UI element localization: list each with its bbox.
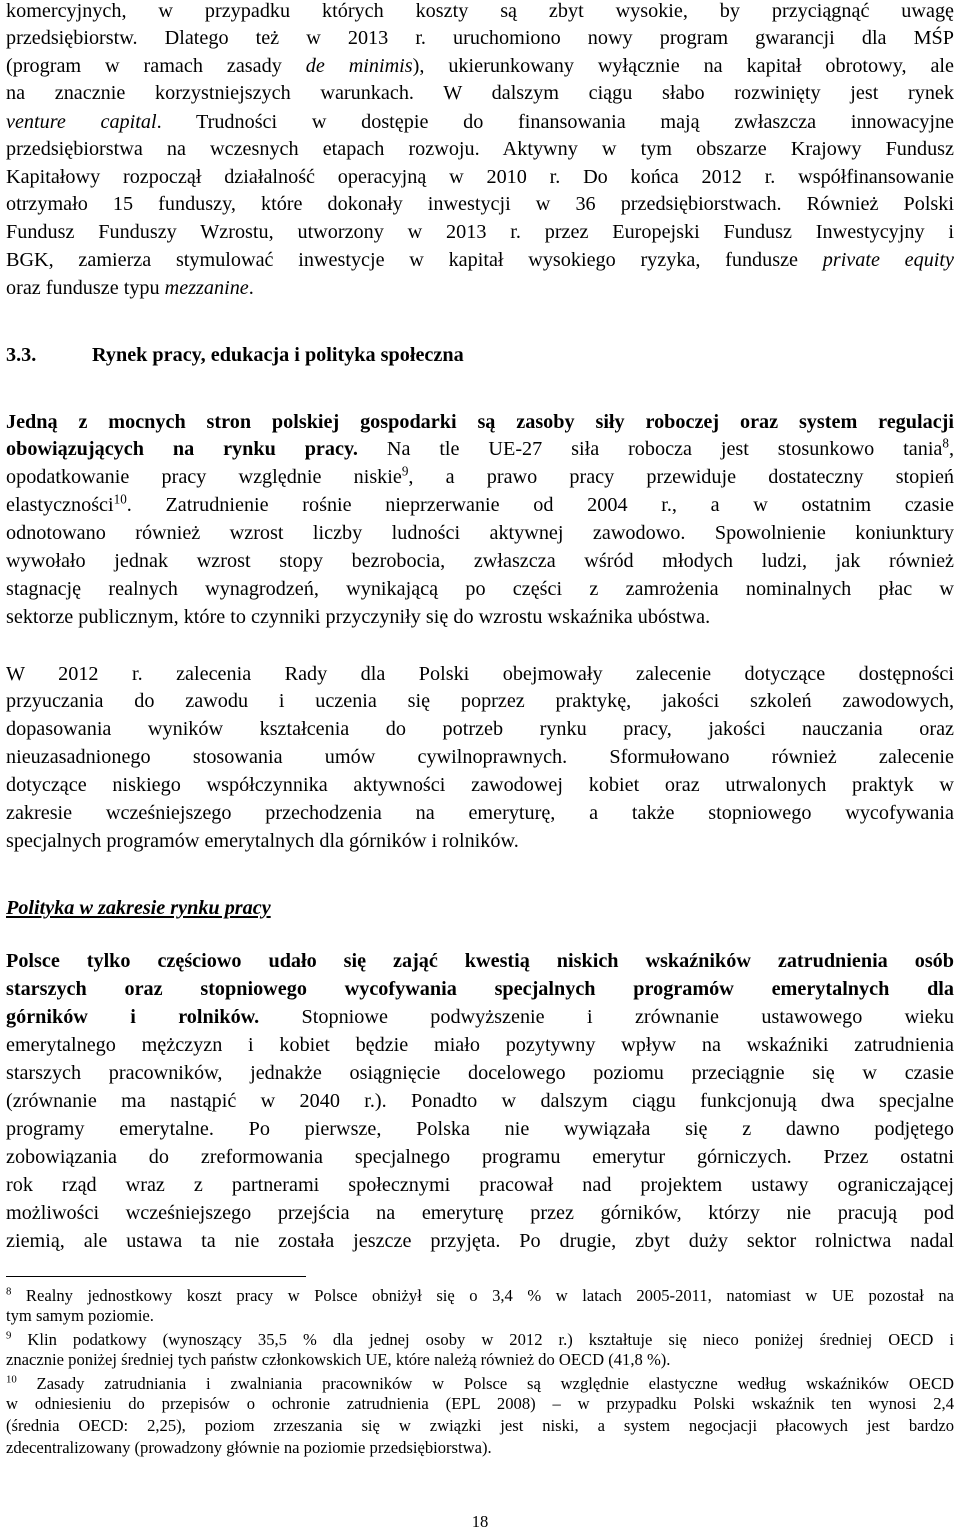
text-run: stagnację realnych wynagrodzeń, wynikającą po części z zamrożenia nominalnych płac w bbox=[6, 578, 954, 600]
text-run: elastyczności bbox=[6, 494, 114, 516]
para2-line bbox=[6, 606, 954, 629]
para3-line bbox=[6, 774, 954, 797]
para1-line bbox=[6, 0, 954, 23]
para3-line bbox=[6, 830, 954, 853]
para2-line bbox=[6, 435, 954, 461]
text-run: rok rząd wraz z partnerami społecznymi pracował nad projektem ustawy ograniczającej bbox=[6, 1174, 954, 1196]
para3-line bbox=[6, 802, 954, 825]
para2-line bbox=[6, 578, 954, 601]
footnotes-line bbox=[6, 1394, 954, 1414]
footnotes-line bbox=[6, 1306, 954, 1326]
page-number: 18 bbox=[471, 1512, 489, 1531]
text-run: przedsiębiorstw. Dlatego też w 2013 r. uruchomiono nowy program gwarancji dla MŚP bbox=[6, 27, 954, 49]
para2-line bbox=[6, 491, 954, 517]
footnote-ref: 9 bbox=[6, 1329, 12, 1342]
footnotes-line bbox=[6, 1374, 954, 1394]
text-run: w odniesieniu do przepisów o ochronie zatrudnienia (EPL 2008) – w przypadku Polski wskaźnik ten wynosi 2,4 bbox=[6, 1394, 954, 1413]
text-run: Klin podatkowy (wynoszący 35,5 % dla jednej osoby w 2012 r.) kształtuje się nieco poniżej średniej OECD i bbox=[11, 1330, 954, 1349]
text-run: górników i rolników. bbox=[6, 1006, 260, 1028]
text-run: starszych oraz stopniowego wycofywania specjalnych programów emerytalnych dla bbox=[6, 978, 954, 1000]
para1-line bbox=[6, 193, 954, 216]
footnotes-line bbox=[6, 1438, 954, 1458]
text-run: private equity bbox=[822, 249, 954, 271]
para4-line bbox=[6, 1006, 954, 1029]
section-heading: Rynek pracy, edukacja i polityka społeczna bbox=[92, 344, 464, 366]
text-run: odnotowano również wzrost liczby ludności aktywnej zawodowo. Spowolnienie koniunktury bbox=[6, 522, 954, 544]
para3-line bbox=[6, 746, 954, 769]
text-run: komercyjnych, w przypadku których koszty są zbyt wysokie, by przyciągnąć uwagę bbox=[6, 0, 954, 22]
footnote-ref: 8 bbox=[942, 435, 949, 451]
para3-line bbox=[6, 663, 954, 686]
footnote-ref: 10 bbox=[6, 1373, 17, 1386]
text-run: . Trudności w dostępie do finansowania mają zwłaszcza innowacyjne bbox=[156, 111, 954, 133]
footnotes-line bbox=[6, 1350, 954, 1370]
text-run: Jedną z mocnych stron polskiej gospodarki są zasoby siły roboczej oraz system regulacji bbox=[6, 411, 954, 433]
subheading-labour-policy: Polityka w zakresie rynku pracy bbox=[6, 897, 271, 919]
text-run: starszych pracowników, jednakże osiągnięcie docelowego poziomu przeciągnie się w czasie bbox=[6, 1062, 954, 1084]
footnotes-line bbox=[6, 1416, 954, 1436]
text-run: opodatkowanie pracy względnie niskie bbox=[6, 466, 402, 488]
para1-line bbox=[6, 27, 954, 50]
footnote-ref: 9 bbox=[401, 463, 409, 479]
text-run: specjalnych programów emerytalnych dla górników i rolników. bbox=[6, 830, 519, 852]
para2-line bbox=[6, 522, 954, 545]
footnotes-line bbox=[6, 1286, 954, 1306]
text-run: Polsce tylko częściowo udało się zająć kwestią niskich wskaźników zatrudnienia osób bbox=[6, 950, 954, 972]
para4-line bbox=[6, 1118, 954, 1141]
text-run: dotyczące niskiego współczynnika aktywności zawodowej kobiet oraz utrwalonych praktyk w bbox=[6, 774, 954, 796]
para1-line bbox=[6, 138, 954, 161]
text-run: Stopniowe podwyższenie i zrównanie ustawowego wieku bbox=[259, 1006, 954, 1028]
para3-line bbox=[6, 690, 954, 713]
text-run: ), ukierunkowany wyłącznie na kapitał obrotowy, ale bbox=[412, 55, 954, 77]
text-run: ziemią, ale ustawa ta nie została jeszcze przyjęta. Po drugie, zbyt duży sektor rolnictwa nadal bbox=[6, 1230, 954, 1252]
para1-line bbox=[6, 111, 954, 134]
para1-line bbox=[6, 55, 954, 78]
para4-line bbox=[6, 1174, 954, 1197]
para4-line bbox=[6, 1230, 954, 1253]
text-run: emerytalnego mężczyzn i kobiet będzie miało pozytywny wpływ na wskaźniki zatrudnienia bbox=[6, 1034, 954, 1056]
text-run: zdecentralizowany (prowadzony głównie na poziomie przedsiębiorstwa). bbox=[6, 1438, 492, 1457]
text-run: przedsiębiorstwa na wczesnych etapach rozwoju. Aktywny w tym obszarze Krajowy Fundusz bbox=[6, 138, 954, 160]
para4-line bbox=[6, 1034, 954, 1057]
text-run: (średnia OECD: 2,25), poziom zrzeszania się w związki jest niski, a system negocjacji płacowych jest bardzo bbox=[6, 1416, 954, 1435]
para2-line bbox=[6, 463, 955, 489]
text-run: . Zatrudnienie rośnie nieprzerwanie od 2004 r., a w ostatnim czasie bbox=[126, 494, 954, 516]
footnote-separator bbox=[6, 1276, 306, 1277]
text-run: zakresie wcześniejszego przechodzenia na emeryturę, a także stopniowego wycofywania bbox=[6, 802, 954, 824]
text-run: znacznie poniżej średniej tych państw członkowskich UE, które należą również do OECD (41,8 %). bbox=[6, 1350, 671, 1369]
section-number: 3.3. bbox=[6, 344, 37, 366]
para1-line bbox=[6, 277, 954, 300]
text-run: W 2012 r. zalecenia Rady dla Polski obejmowały zalecenie dotyczące dostępności bbox=[6, 663, 954, 685]
footnote-ref: 10 bbox=[113, 491, 127, 507]
text-run: . bbox=[248, 277, 254, 299]
para4-line bbox=[6, 1202, 954, 1225]
text-run: przyuczania do zawodu i uczenia się poprzez praktykę, jakości szkoleń zawodowych, bbox=[6, 690, 954, 712]
text-run: programy emerytalne. Po pierwsze, Polska nie wywiązała się z dawno podjętego bbox=[6, 1118, 954, 1140]
text-run: , bbox=[948, 438, 954, 460]
footnote-ref: 8 bbox=[6, 1285, 12, 1298]
para1-line bbox=[6, 82, 954, 105]
para1-line bbox=[6, 221, 954, 244]
text-run: mezzanine bbox=[164, 277, 249, 299]
text-run: Realny jednostkowy koszt pracy w Polsce obniżył się o 3,4 % w latach 2005-2011, natomiast w UE pozostał na bbox=[11, 1286, 954, 1305]
para2-line bbox=[6, 550, 954, 573]
text-run: zobowiązania do zreformowania specjalnego programu emerytur górniczych. Przez ostatni bbox=[6, 1146, 954, 1168]
text-run: Zasady zatrudniania i zwalniania pracowników w Polsce są względnie elastyczne według wskaźników OECD bbox=[16, 1374, 954, 1393]
text-run: oraz fundusze typu bbox=[6, 277, 165, 299]
text-run: de minimis bbox=[305, 55, 413, 77]
text-run: tym samym poziomie. bbox=[6, 1306, 154, 1325]
text-run: dopasowania wyników kształcenia do potrzeb rynku pracy, jakości nauczania oraz bbox=[6, 718, 954, 740]
text-run: , a prawo pracy przewiduje dostateczny stopień bbox=[408, 466, 955, 488]
text-run: BGK, zamierza stymulować inwestycje w kapitał wysokiego ryzyka, fundusze bbox=[6, 249, 823, 271]
text-run: (zrównanie ma nastąpić w 2040 r.). Ponadto w dalszym ciągu funkcjonują dwa specjalne bbox=[6, 1090, 954, 1112]
text-run: venture capital bbox=[6, 111, 157, 133]
text-run: Fundusz Funduszy Wzrostu, utworzony w 2013 r. przez Europejski Fundusz Inwestycyjny i bbox=[6, 221, 954, 243]
para4-line bbox=[6, 1146, 954, 1169]
para4-line bbox=[6, 1090, 954, 1113]
para4-line bbox=[6, 978, 954, 1001]
text-run: na znacznie korzystniejszych warunkach. W dalszym ciągu słabo rozwinięty jest rynek bbox=[6, 82, 954, 104]
text-run: wywołało jednak wzrost stopy bezrobocia, zwłaszcza wśród młodych ludzi, jak również bbox=[6, 550, 954, 572]
para4-line bbox=[6, 1062, 954, 1085]
para1-line bbox=[6, 166, 954, 189]
text-run: Na tle UE-27 siła robocza jest stosunkowo tania bbox=[357, 438, 943, 460]
text-run: nieuzasadnionego stosowania umów cywilnoprawnych. Sformułowano również zalecenie bbox=[6, 746, 954, 768]
para4-line bbox=[6, 950, 954, 973]
para2-line bbox=[6, 411, 954, 434]
text-run: otrzymało 15 funduszy, które dokonały inwestycji w 36 przedsiębiorstwach. Również Polski bbox=[6, 193, 954, 215]
para1-line bbox=[6, 249, 954, 272]
text-run: (program w ramach zasady bbox=[6, 55, 306, 77]
text-run: możliwości wcześniejszego przejścia na emeryturę przez górników, którzy nie pracują pod bbox=[6, 1202, 954, 1224]
para3-line bbox=[6, 718, 954, 741]
text-run: sektorze publicznym, które to czynniki przyczyniły się do wzrostu wskaźnika ubóstwa. bbox=[6, 606, 711, 628]
text-run: obowiązujących na rynku pracy. bbox=[6, 438, 358, 460]
footnotes-line bbox=[6, 1330, 954, 1350]
text-run: Kapitałowy rozpoczął działalność operacyjną w 2010 r. Do końca 2012 r. współfinansowanie bbox=[6, 166, 954, 188]
